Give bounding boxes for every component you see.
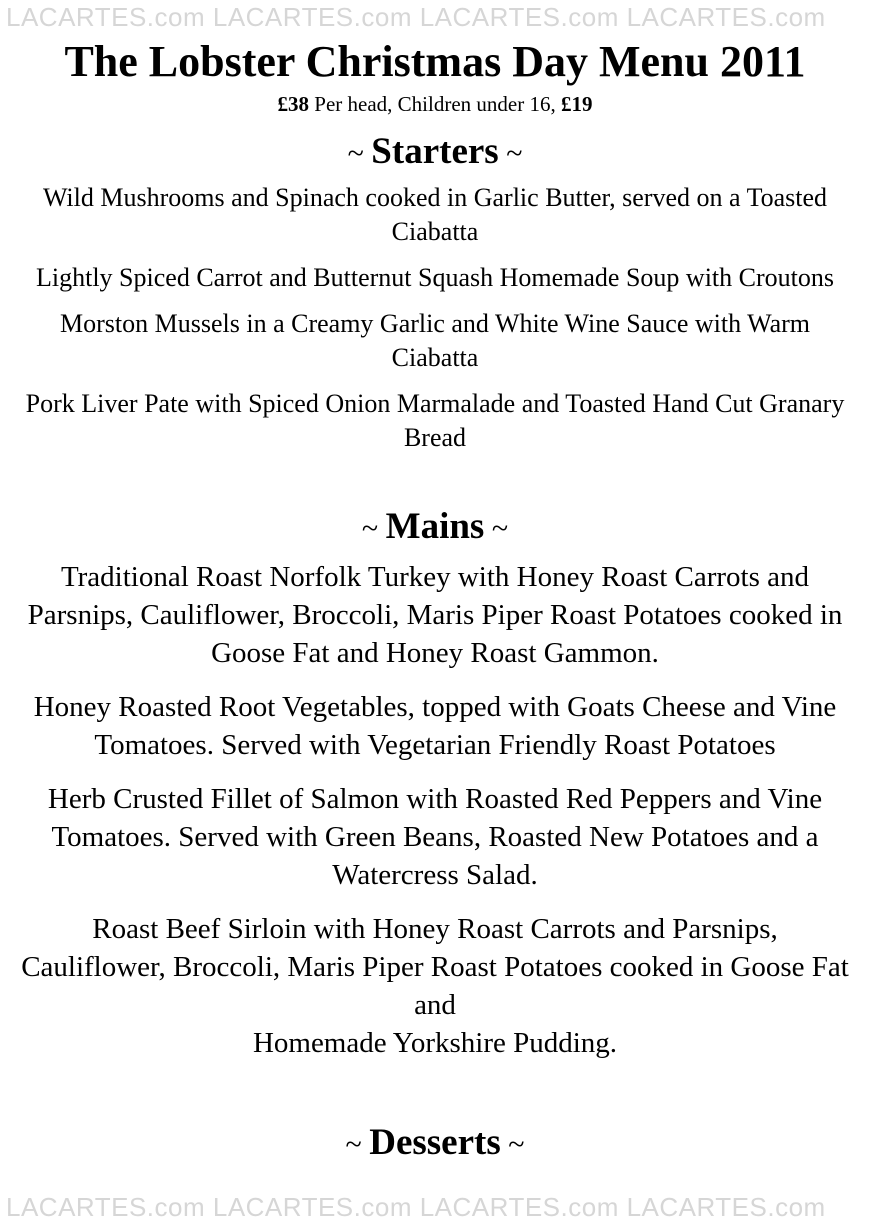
desserts-heading-text: Desserts	[369, 1122, 501, 1163]
starter-item: Pork Liver Pate with Spiced Onion Marmalade and Toasted Hand Cut Granary Bread	[25, 389, 845, 452]
main-item: Honey Roasted Root Vegetables, topped with Goats Cheese and Vine Tomatoes. Served with Vegetarian Friendly Roast Potatoes	[33, 691, 837, 761]
watermark-top: LACARTES.com LACARTES.com LACARTES.com LACARTES.com	[6, 2, 826, 32]
starters-heading-text: Starters	[371, 131, 499, 172]
tilde-right: ~	[500, 1128, 525, 1161]
child-price: £19	[560, 92, 593, 116]
starter-item: Wild Mushrooms and Spinach cooked in Garlic Butter, served on a Toasted Ciabatta	[42, 183, 828, 246]
price-line	[0, 91, 870, 117]
main-item-roast-beef	[20, 910, 850, 1062]
main-item: Traditional Roast Norfolk Turkey with Honey Roast Carrots and Parsnips, Cauliflower, Broccoli, Maris Piper Roast Potatoes cooked in Goose Fat and Honey Roast Gammon.	[27, 561, 843, 669]
tilde-left: ~	[361, 512, 386, 545]
tilde-right: ~	[498, 137, 523, 170]
desserts-heading	[0, 1121, 870, 1167]
starter-item: Lightly Spiced Carrot and Butternut Squash Homemade Soup with Croutons	[36, 263, 834, 292]
mains-list	[20, 558, 850, 1078]
main-item-line: Roast Beef Sirloin with Honey Roast Carrots and Parsnips, Cauliflower, Broccoli, Maris Piper Roast Potatoes cooked in Goose Fat and	[21, 913, 849, 1021]
price-description: Per head, Children under 16,	[309, 92, 561, 116]
mains-heading-text: Mains	[385, 506, 485, 547]
adult-price: £38	[277, 92, 310, 116]
watermark-bottom: LACARTES.com LACARTES.com LACARTES.com LACARTES.com	[6, 1192, 826, 1222]
menu-title: The Lobster Christmas Day Menu 2011	[64, 37, 806, 86]
tilde-left: ~	[347, 137, 372, 170]
starters-list	[20, 181, 850, 467]
main-item: Herb Crusted Fillet of Salmon with Roasted Red Peppers and Vine Tomatoes. Served with Green Beans, Roasted New Potatoes and a Watercress Salad.	[47, 783, 823, 891]
starters-heading	[0, 130, 870, 176]
tilde-right: ~	[484, 512, 509, 545]
mains-heading	[0, 505, 870, 551]
starter-item: Morston Mussels in a Creamy Garlic and White Wine Sauce with Warm Ciabatta	[60, 309, 810, 372]
main-item-line: Homemade Yorkshire Pudding.	[252, 1027, 618, 1059]
tilde-left: ~	[345, 1128, 370, 1161]
